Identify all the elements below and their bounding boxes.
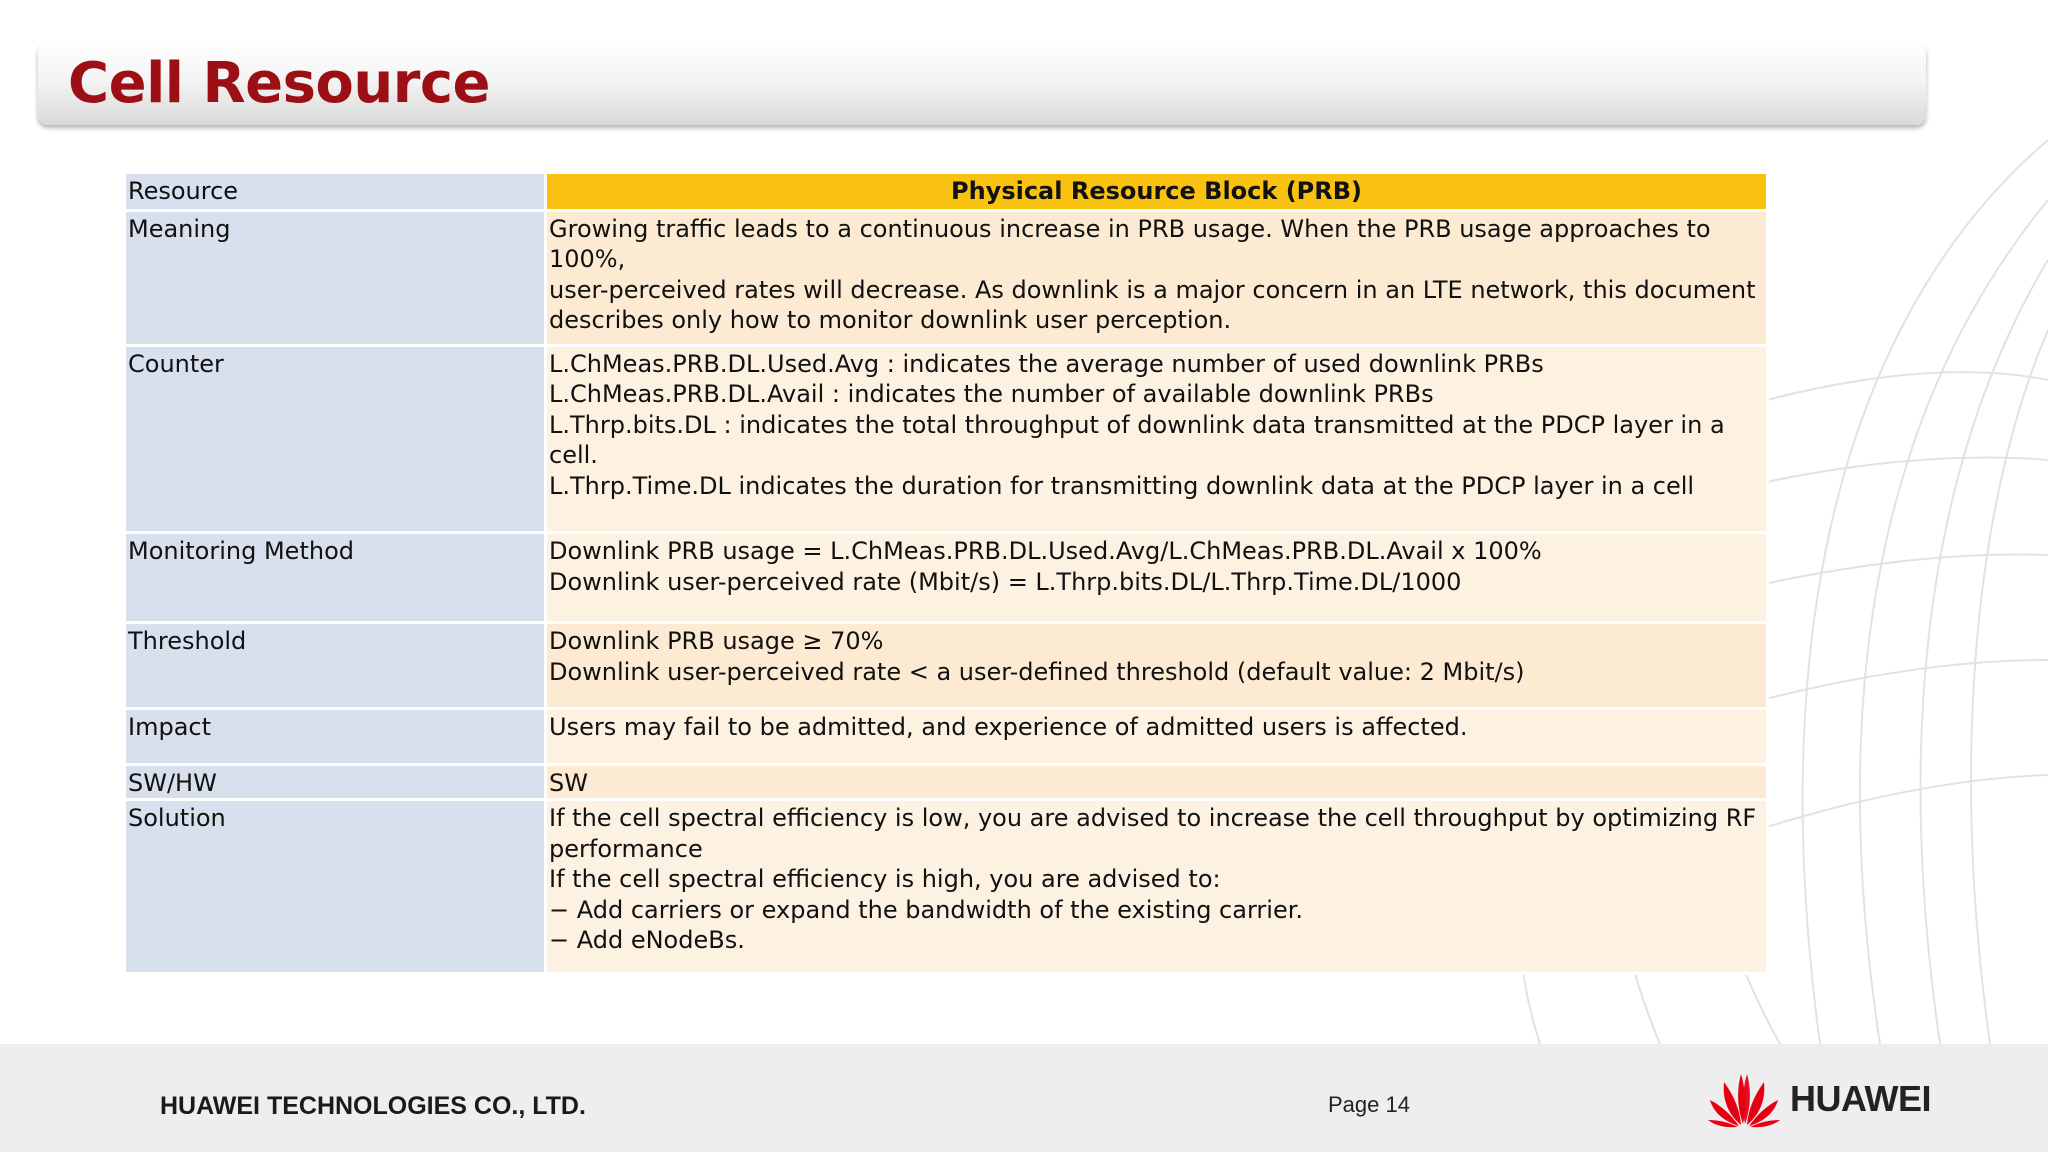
value-line: Downlink PRB usage = L.ChMeas.PRB.DL.Used.Avg/L.ChMeas.PRB.DL.Avail x 100% bbox=[549, 537, 1542, 565]
table-row-threshold bbox=[125, 623, 1768, 709]
value-line: L.ChMeas.PRB.DL.Avail : indicates the number of available downlink PRBs bbox=[549, 380, 1434, 408]
row-label: Meaning bbox=[125, 210, 546, 345]
footer-company-name: HUAWEI TECHNOLOGIES CO., LTD. bbox=[160, 1092, 586, 1120]
huawei-flower-icon bbox=[1708, 1070, 1780, 1128]
value-line: Growing traffic leads to a continuous increase in PRB usage. When the PRB usage approaches to 100%, bbox=[549, 214, 1711, 273]
value-line: If the cell spectral efficiency is high, you are advised to: bbox=[549, 865, 1221, 893]
resource-table bbox=[123, 171, 1769, 975]
value-line: Downlink user-perceived rate < a user-defined threshold (default value: 2 Mbit/s) bbox=[549, 657, 1525, 686]
value-line: L.ChMeas.PRB.DL.Used.Avg : indicates the average number of used downlink PRBs bbox=[549, 349, 1544, 378]
header-value-cell: Physical Resource Block (PRB) bbox=[546, 173, 1768, 211]
row-label: Solution bbox=[125, 800, 546, 974]
table-row-solution bbox=[125, 800, 1768, 974]
row-label: Impact bbox=[125, 709, 546, 765]
row-label: Counter bbox=[125, 345, 546, 533]
row-value bbox=[546, 345, 1768, 533]
table-row-meaning bbox=[125, 210, 1768, 345]
row-value bbox=[546, 533, 1768, 623]
value-line: L.Thrp.bits.DL : indicates the total throughput of downlink data transmitted at the PDCP layer in a cell. bbox=[549, 410, 1725, 469]
row-label: Threshold bbox=[125, 623, 546, 709]
table-header-row bbox=[125, 173, 1768, 211]
value-line: − Add carriers or expand the bandwidth of the existing carrier. bbox=[549, 895, 1303, 924]
value-line: Downlink PRB usage ≥ 70% bbox=[549, 627, 884, 655]
row-label: SW/HW bbox=[125, 764, 546, 800]
row-value bbox=[546, 210, 1768, 345]
huawei-logo bbox=[1708, 1070, 1931, 1128]
value-line: − Add eNodeBs. bbox=[549, 926, 745, 954]
slide-title: Cell Resource bbox=[68, 51, 491, 116]
logo-wordmark: HUAWEI bbox=[1790, 1078, 1931, 1119]
row-value bbox=[546, 764, 1768, 800]
row-value bbox=[546, 800, 1768, 974]
header-label-cell: Resource bbox=[125, 173, 546, 211]
value-line: describes only how to monitor downlink user perception. bbox=[549, 306, 1232, 334]
table-row-monitoring-method bbox=[125, 533, 1768, 623]
page-number: Page 14 bbox=[1328, 1092, 1410, 1117]
row-value bbox=[546, 709, 1768, 765]
table-row-sw-hw bbox=[125, 764, 1768, 800]
table-row-counter bbox=[125, 345, 1768, 533]
value-line: L.Thrp.Time.DL indicates the duration for transmitting downlink data at the PDCP layer in a cell bbox=[549, 471, 1695, 500]
row-value bbox=[546, 623, 1768, 709]
row-label: Monitoring Method bbox=[125, 533, 546, 623]
value-line: Users may fail to be admitted, and experience of admitted users is affected. bbox=[549, 713, 1468, 741]
value-line: SW bbox=[549, 768, 588, 797]
value-line: If the cell spectral efficiency is low, you are advised to increase the cell throughput by optimizing RF bbox=[549, 804, 1757, 832]
value-line: Downlink user-perceived rate (Mbit/s) = L.Thrp.bits.DL/L.Thrp.Time.DL/1000 bbox=[549, 567, 1462, 596]
value-line: user-perceived rates will decrease. As downlink is a major concern in an LTE network, this document bbox=[549, 275, 1756, 304]
table-row-impact bbox=[125, 709, 1768, 765]
title-bar bbox=[38, 43, 1926, 125]
value-line: performance bbox=[549, 834, 703, 863]
